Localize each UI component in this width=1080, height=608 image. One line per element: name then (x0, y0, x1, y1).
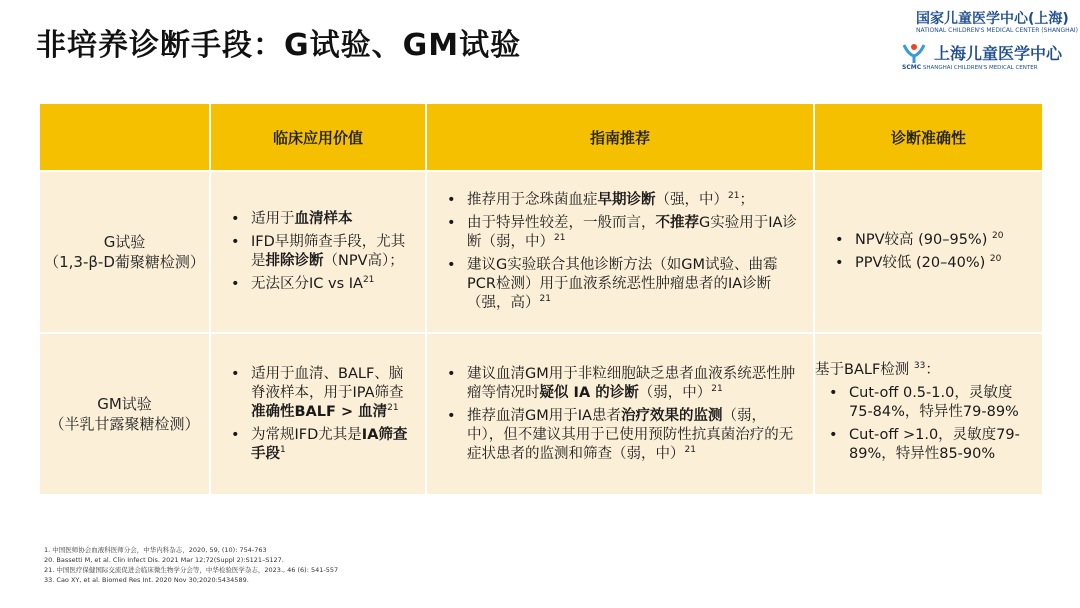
logo-subtitle-en (902, 64, 1038, 71)
list-item: • 为常规IFD尤其是IA筛查手段$^1$ (251, 426, 411, 464)
list-item: • 无法区分IC vs IA$^{21}$ (251, 275, 411, 294)
comparison-table (38, 102, 1044, 496)
hospital-logo-icon (900, 42, 928, 64)
list-item: • Cut-off >1.0，灵敏度79-89%，特异性85-90% (849, 426, 1028, 464)
reference-item: 20. Bassetti M, et al. Clin Infect Dis. 2021 Mar 12;72(Suppl 2):S121–S127. (44, 556, 284, 564)
list-item: • 建议血清GM用于非粒细胞缺乏患者血液系统恶性肿瘤等情况时疑似 IA 的诊断（弱，中）$^{21}$ (467, 365, 799, 403)
row-head-g-test (39, 171, 210, 333)
row-subname: （半乳甘露聚糖检测） (49, 415, 200, 433)
row-name: G试验 (103, 233, 146, 251)
logo-title-en: NATIONAL CHILDREN'S MEDICAL CENTER (SHANGHAI) (916, 27, 1078, 34)
gm-accuracy-cell (814, 333, 1043, 495)
list-item: • PPV较低 (20–40%) $^{20}$ (855, 254, 1028, 273)
table-header-empty (39, 103, 210, 171)
logo-title-cn: 国家儿童医学中心(上海) (916, 11, 1069, 27)
page-title: 非培养诊断手段：G试验、GM试验 (36, 28, 522, 63)
table-header-guideline: 指南推荐 (426, 103, 814, 171)
list-item: • 适用于血清、BALF、脑脊液样本，用于IPA筛查准确性BALF > 血清$^{21}$ (251, 365, 411, 422)
table-header-row (39, 103, 1043, 171)
logo-subtitle-cn: 上海儿童医学中心 (934, 44, 1063, 63)
reference-item: 21. 中国医疗保健国际交流促进会临床微生物学分会等，中华检验医学杂志，2023., 46 (6): 541-557 (44, 566, 339, 574)
list-item: • IFD早期筛查手段，尤其是排除诊断（NPV高）； (251, 233, 411, 271)
logo-subtitle-en-text: SHANGHAI CHILDREN'S MEDICAL CENTER (922, 65, 1038, 71)
list-item: • 推荐用于念珠菌血症早期诊断（强，中）$^{21}$； (467, 191, 799, 210)
logo (876, 6, 1078, 72)
reference-item: 33. Cao XY, et al. Biomed Res Int. 2020 Nov 30;2020:5434589. (44, 576, 249, 584)
row-name: GM试验 (97, 395, 152, 413)
list-item: • 推荐血清GM用于IA患者治疗效果的监测（弱，中），但不建议其用于已使用预防性抗真菌治疗的无症状患者的监测和筛查（弱，中）$^{21}$ (467, 407, 799, 464)
table-header-clinical: 临床应用价值 (210, 103, 426, 171)
list-item: • 由于特异性较差，一般而言，不推荐G实验用于IA诊断（弱，中）$^{21}$ (467, 214, 799, 252)
gm-guideline-cell (426, 333, 814, 495)
g-accuracy-cell (814, 171, 1043, 333)
gm-clinical-cell (210, 333, 426, 495)
row-head-gm-test (39, 333, 210, 495)
g-clinical-cell (210, 171, 426, 333)
reference-item: 1. 中国医师协会血液科医师分会，中华内科杂志，2020, 59, (10): 754-763 (44, 546, 267, 554)
g-guideline-cell (426, 171, 814, 333)
accuracy-intro: 基于BALF检测 $^{33}$： (815, 360, 940, 378)
table-row-g-test (39, 171, 1043, 333)
logo-abbr: SCMC (902, 64, 922, 71)
row-subname: （1,3-β-D葡聚糖检测） (44, 253, 205, 271)
table-row-gm-test (39, 333, 1043, 495)
list-item: • 建议G实验联合其他诊断方法（如GM试验、曲霉PCR检测）用于血液系统恶性肿瘤患者的IA诊断（强，高）$^{21}$ (467, 256, 799, 313)
table-header-accuracy: 诊断准确性 (814, 103, 1043, 171)
references (44, 545, 338, 585)
list-item: • Cut-off 0.5-1.0，灵敏度75-84%，特异性79-89% (849, 384, 1028, 422)
list-item: • 适用于血清样本 (251, 210, 411, 229)
list-item: • NPV较高 (90–95%) $^{20}$ (855, 231, 1028, 250)
